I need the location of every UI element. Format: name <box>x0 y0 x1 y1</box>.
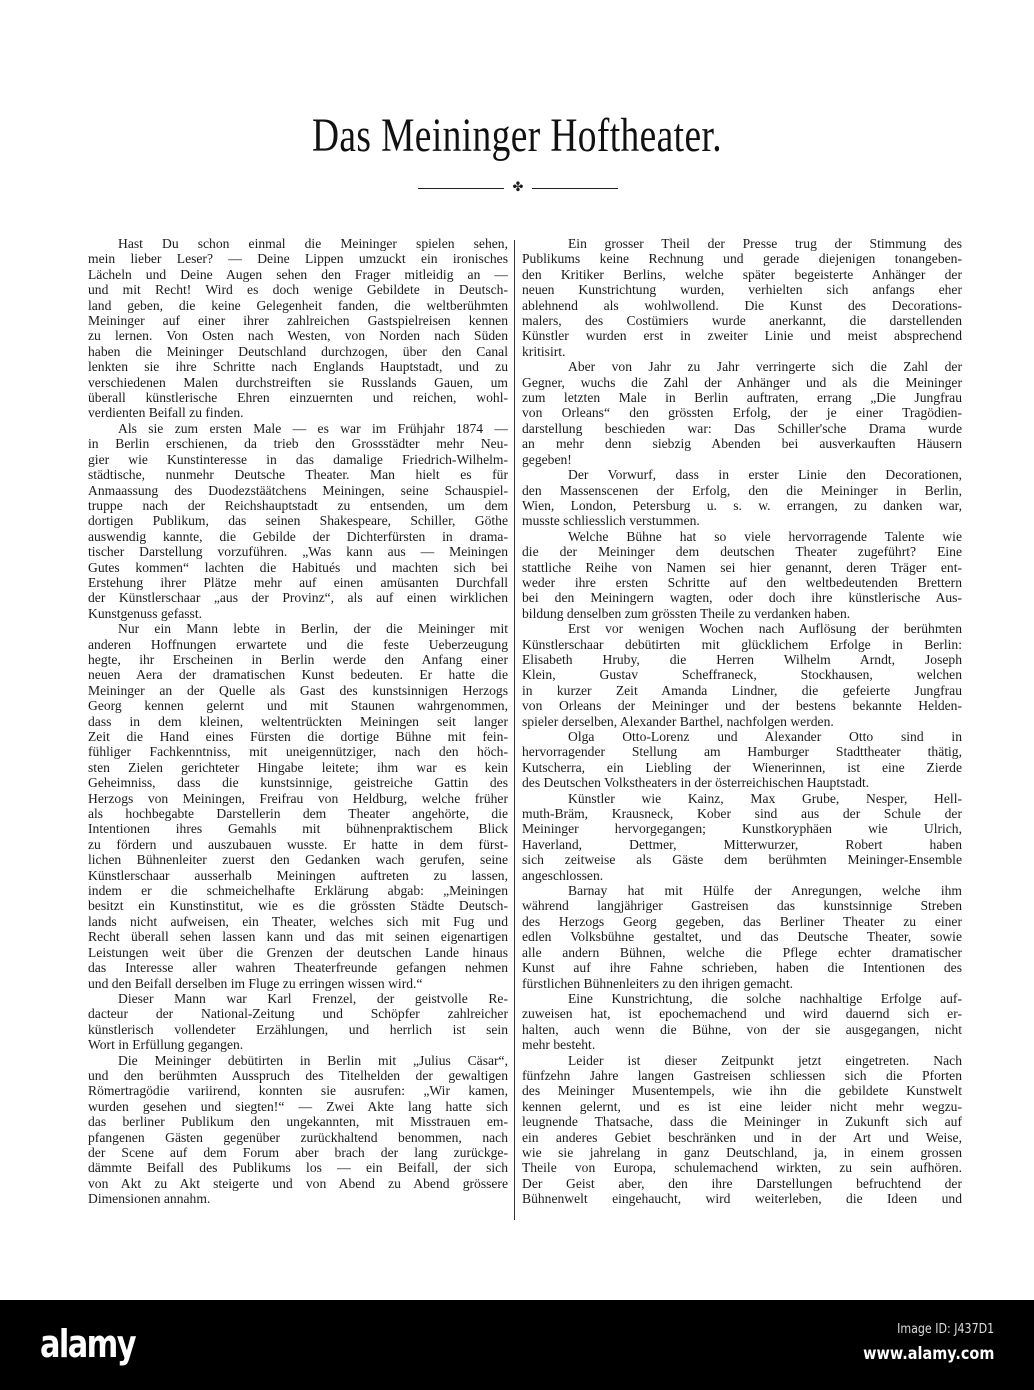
image-id: Image ID: J437D1 <box>896 1322 994 1337</box>
text-line: Kutscherra, ein Liebling der Wienerinnen, ist eine Zierde <box>522 759 962 775</box>
text-line: Welche Bühne hat so viele hervorragende Talente wie <box>568 528 962 544</box>
alamy-logo: alamy <box>40 1322 135 1366</box>
text-line: Meininger hervorgegangen; Kunstkoryphäen wie Ulrich, <box>522 821 962 837</box>
text-line: haben die Meininger Deutschland durchzogen, über den Canal <box>88 343 508 359</box>
text-line: halten, auch wenn die Bühne, von der sie ausgegangen, nicht <box>522 1021 962 1037</box>
text-line: zum letzten Male in Berlin auftraten, errang „Die Jungfrau <box>522 390 962 406</box>
text-line: fünfzehn Jahre langen Gastreisen schliessen sich die Pforten <box>522 1067 962 1083</box>
text-line: Herzogs von Meiningen, Freifrau von Heldburg, welche früher <box>88 790 508 806</box>
text-line: sten Zielen gerichteter Hingabe leitete; ihm war es kein <box>88 759 508 775</box>
text-line: Meininger an der Quelle als Gast des kunstsinnigen Herzogs <box>88 682 508 698</box>
text-line: fühliger Fachkenntniss, mit uneigennütziger, nach den höch- <box>88 744 508 760</box>
text-line: Erst vor wenigen Wochen nach Auflösung der berühmten <box>568 621 962 637</box>
watermark-footer <box>0 1300 1034 1390</box>
text-line: kritisirt. <box>522 343 566 359</box>
text-line: lenkten sie ihre Schritte nach Englands Hauptstadt, und zu <box>88 359 508 375</box>
text-line: Als sie zum ersten Male — es war im Frühjahr 1874 — <box>118 420 508 436</box>
text-line: in Berlin erschienen, da trieb den Grossstädter mehr Neu- <box>88 436 508 452</box>
text-line: angeschlossen. <box>522 867 604 883</box>
text-line: Dimensionen annahm. <box>88 1191 211 1207</box>
text-line: Aber von Jahr zu Jahr verringerte sich die Zahl der <box>568 359 962 375</box>
text-line: Leider ist dieser Zeitpunkt jetzt eingetreten. Nach <box>568 1052 962 1068</box>
paragraph <box>522 236 962 359</box>
text-line: Theile von Europa, schulemachend wirkten, zu sein aufhören. <box>522 1160 962 1176</box>
text-line: und den Beifall derselben im Fluge zu erringen wissen wird.“ <box>88 975 423 991</box>
text-line: dortigen Publikum, das seinen Shakespeare, Schiller, Göthe <box>88 513 508 529</box>
text-line: Gegner, wuchs die Zahl der Anhänger und als die Meininger <box>522 374 962 390</box>
ornament-rule-right <box>532 188 618 189</box>
paragraph <box>88 236 508 421</box>
text-line: Barnay hat mit Hülfe der Anregungen, welche ihm <box>568 883 962 899</box>
text-line: land geben, die keine Gelegenheit fanden, die weltberühmten <box>88 297 508 313</box>
text-line: lands nicht aufweisen, ein Theater, welches sich mit Fug und <box>88 913 508 929</box>
text-line: die der Meininger dem deutschen Theater zugeführt? Eine <box>522 544 962 560</box>
text-line: hervorragender Stellung am Hamburger Stadttheater thätig, <box>522 744 962 760</box>
text-line: Wort in Erfüllung gegangen. <box>88 1037 244 1053</box>
article-title: Das Meininger Hoftheater. <box>311 109 723 162</box>
text-line: Ein grosser Theil der Presse trug der Stimmung des <box>568 236 962 251</box>
text-line: an mehr denn siebzig Abenden bei ausverkauften Häusern <box>522 436 962 452</box>
text-line: in kurzer Zeit Amanda Lindner, die gefeierte Jungfrau <box>522 682 962 698</box>
text-line: stattliche Reihe von Namen sei hier genannt, deren Träger ent- <box>522 559 962 575</box>
text-line: dass in dem kleinen, weltentrückten Meiningen seit langer <box>88 713 508 729</box>
text-line: und den berühmten Ausspruch des Titelhelden der gewaltigen <box>88 1067 508 1083</box>
ornament-icon: ✤ <box>512 179 524 194</box>
text-line: spieler derselben, Alexander Barthel, nachfolgen werden. <box>522 713 834 729</box>
text-line: Gutes kommen“ lachten die Habitués und machten sich bei <box>88 559 508 575</box>
text-line: Künstler wurden erst in zweiter Linie und meist absprechend <box>522 328 962 344</box>
text-line: Publikums keine Rechnung und gerade diejenigen tonangeben- <box>522 251 962 267</box>
text-line: Lächeln und Deine Augen sehen den Frager mitleidig an — <box>88 266 508 282</box>
text-line: truppe nach der Reichshauptstadt zu entsenden, um dem <box>88 497 508 513</box>
text-line: alle andern Bühnen, welche die Pflege echter dramatischer <box>522 944 962 960</box>
paragraph <box>522 791 962 883</box>
text-line: als hochbegabte Darstellerin dem Theater angehörte, die <box>88 806 508 822</box>
text-line: gegeben! <box>522 451 572 467</box>
left-column <box>88 236 508 1207</box>
text-line: Künstler wie Kainz, Max Grube, Nesper, Hell- <box>568 790 962 806</box>
text-line: Dieser Mann war Karl Frenzel, der geistvolle Re- <box>118 990 508 1006</box>
text-line: das berliner Publikum den ungekannten, mit Misstrauen em- <box>88 1114 508 1130</box>
text-line: Eine Kunstrichtung, die solche nachhaltige Erfolge auf- <box>568 990 962 1006</box>
paragraph <box>522 529 962 621</box>
text-line: Elisabeth Hruby, die Herren Wilhelm Arndt, Joseph <box>522 651 962 667</box>
paragraph <box>522 883 962 991</box>
text-line: bei den Meiningern wagten, oder doch ihre künstlerische Aus- <box>522 590 962 606</box>
text-line: Geheimniss, dass die kunstsinnige, geistreiche Gattin des <box>88 775 508 791</box>
text-line: Hast Du schon einmal die Meininger spielen sehen, <box>118 236 508 251</box>
text-line: musste schliesslich verstummen. <box>522 513 700 529</box>
paragraph <box>522 359 962 467</box>
text-line: zuweisen hat, ist epochemachend und wird dauernd sich er- <box>522 1006 962 1022</box>
paragraph <box>88 421 508 621</box>
text-line: Nur ein Mann lebte in Berlin, der die Meininger mit <box>118 621 508 637</box>
text-line: zu lernen. Von Osten nach Westen, von Norden nach Süden <box>88 328 508 344</box>
text-line: tischer Darstellung vorzuführen. „Was kann aus — Meiningen <box>88 544 508 560</box>
text-line: darstellung beschieden war: Das Schiller'sche Drama wurde <box>522 420 962 436</box>
text-line: sich zeitweise als Gäste dem berühmten Meininger-Ensemble <box>522 852 962 868</box>
ornament-rule-left <box>418 188 504 189</box>
text-line: gier wie Kunstinteresse in das damalige Friedrich-Wilhelm- <box>88 451 508 467</box>
text-line: bildung denselben zum grössten Theile zu verdanken haben. <box>522 605 851 621</box>
text-line: ein anderes Gebiet beschränken und in der Art und Weise, <box>522 1129 962 1145</box>
text-line: hegte, ihr Erscheinen in Berlin werde den Anfang einer <box>88 651 508 667</box>
text-line: den Massenscenen der Erfolg, den die Meininger in Berlin, <box>522 482 962 498</box>
text-line: neuen Aera der dramatischen Kunst bedeuten. Er hatte die <box>88 667 508 683</box>
text-line: wurden gesehen und siegten!“ — Zwei Akte lang hatte sich <box>88 1098 508 1114</box>
text-line: des Deutschen Volkstheaters in der österreichischen Hauptstadt. <box>522 775 870 791</box>
paragraph <box>88 1053 508 1207</box>
text-line: fürstlichen Bühnenleiters zu den ihrigen gemacht. <box>522 975 794 991</box>
text-line: Der Vorwurf, dass in erster Linie den Decorationen, <box>568 467 962 483</box>
text-line: malers, des Costümiers wurde anerkannt, die darstellenden <box>522 313 962 329</box>
text-line: von Orleans der Meininger und der bestens bekannte Helden- <box>522 698 962 714</box>
text-line: künstlerisch vollendeter Erzählungen, und herrlich ist sein <box>88 1021 508 1037</box>
text-line: mehr besteht. <box>522 1037 596 1053</box>
text-line: von Orleans“ den grössten Erfolg, der je einer Tragödien- <box>522 405 962 421</box>
title-ornament <box>418 180 618 196</box>
watermark-url: www.alamy.com <box>862 1344 994 1364</box>
paragraph <box>522 729 962 791</box>
text-line: Kunst auf ihre Fahne schrieben, haben die Intentionen des <box>522 960 962 976</box>
text-line: Zeit die Hand eines Fürsten die dortige Bühne mit fein- <box>88 729 508 744</box>
text-line: Klein, Gustav Scheffraneck, Stockhausen, welchen <box>522 667 962 683</box>
text-line: des Herzogs Georg gegeben, das Berliner Theater zu einer <box>522 913 962 929</box>
text-line: Künstlerschaar debütirten mit glücklichem Erfolge in Berlin: <box>522 636 962 652</box>
paragraph <box>88 621 508 991</box>
text-line: Kunstgenuss gefasst. <box>88 605 203 621</box>
text-line: Georg kennen gelernt und mit Staunen wahrgenommen, <box>88 698 508 714</box>
paragraph <box>522 991 962 1053</box>
paragraph <box>88 991 508 1053</box>
text-line: Recht überall sehen lassen kann und das mit seinen eigenartigen <box>88 929 508 945</box>
text-line: städtische, nunmehr Deutsche Theater. Man hielt es für <box>88 467 508 483</box>
text-line: dämmte Beifall des Publikums los — ein Beifall, der sich <box>88 1160 508 1176</box>
text-line: Meininger auf einer ihrer zahlreichen Gastspielreisen kennen <box>88 313 508 329</box>
text-line: Olga Otto-Lorenz und Alexander Otto sind in <box>568 729 962 744</box>
text-line: Bühnenwelt eingehaucht, wird weiterleben, die Ideen und <box>522 1191 962 1207</box>
column-divider <box>514 240 515 1220</box>
text-line: Der Geist aber, den ihre Darstellungen befruchtend der <box>522 1175 962 1191</box>
text-line: Künstlerschaar ausserhalb Meiningen auftreten zu lassen, <box>88 867 508 883</box>
text-line: des Meininger Musentempels, wie ihn die gebildete Kunstwelt <box>522 1083 962 1099</box>
paragraph <box>522 621 962 729</box>
text-line: Römertragödie variirend, konnten sie ausrufen: „Wir kamen, <box>88 1083 508 1099</box>
text-line: anderen Hoffnungen erwartete und die feste Ueberzeugung <box>88 636 508 652</box>
text-line: dacteur der National-Zeitung und Schöpfer zahlreicher <box>88 1006 508 1022</box>
paragraph <box>522 1053 962 1207</box>
paragraph <box>522 467 962 529</box>
text-line: Anmaassung des Duodezstäätchens Meiningen, seine Schauspiel- <box>88 482 508 498</box>
text-line: von Akt zu Akt steigerte und von Abend zu Abend grössere <box>88 1175 508 1191</box>
text-line: kennen gelernt, und es ist eine leider nicht mehr wegzu- <box>522 1098 962 1114</box>
text-line: während langjähriger Gastreisen das kunstsinnige Streben <box>522 898 962 914</box>
text-line: indem er die schmeichelhafte Erklärung abgab: „Meiningen <box>88 883 508 899</box>
text-line: verschiedenen Malen durchstreiften sie Russlands Gauen, um <box>88 374 508 390</box>
text-line: Erstehung ihrer Plätze mehr auf einen amüsanten Durchfall <box>88 574 508 590</box>
text-line: der Künstlerschaar „aus der Provinz“, als auf einen wirklichen <box>88 590 508 606</box>
text-line: edlen Volksbühne gestaltet, und das Deutsche Theater, sowie <box>522 929 962 945</box>
text-line: den Kritiker Berlins, welche später begeisterte Anhänger der <box>522 266 962 282</box>
text-line: Wien, London, Petersburg u. s. w. errangen, zu danken war, <box>522 497 962 513</box>
text-line: wie sie jahrelang in ganz Deutschland, ja, in einem grossen <box>522 1144 962 1160</box>
text-line: weder ihre ersten Schritte auf den weltbedeutenden Brettern <box>522 574 962 590</box>
text-line: das Interesse aller wahren Theaterfreunde gefangen nehmen <box>88 960 508 976</box>
text-line: Leistungen weit über die Grenzen der deutschen Lande hinaus <box>88 944 508 960</box>
text-line: Die Meininger debütirten in Berlin mit „Julius Cäsar“, <box>118 1052 508 1068</box>
text-line: mein lieber Leser? — Deine Lippen umzuckt ein ironisches <box>88 251 508 267</box>
right-column <box>522 236 962 1207</box>
text-line: leugnende Thatsache, dass die Meininger in Zukunft sich auf <box>522 1114 962 1130</box>
text-line: besitzt ein Kunstinstitut, wie es die grössten Städte Deutsch- <box>88 898 508 914</box>
text-line: lichen Bühnenleiter zuerst den Gedanken wach gerufen, seine <box>88 852 508 868</box>
text-line: pfangenen Gästen gegenüber zurückhaltend benommen, nach <box>88 1129 508 1145</box>
text-line: Intentionen ihres Gemahls mit bühnenpraktischem Blick <box>88 821 508 837</box>
text-line: zu fördern und auszubauen wusste. Er hatte in dem fürst- <box>88 836 508 852</box>
text-line: ablehnend als wohlwollend. Die Kunst des Decorations- <box>522 297 962 313</box>
text-line: verdienten Beifall zu finden. <box>88 405 244 421</box>
text-line: überall künstlerische Ehren einzuernten und reichen, wohl- <box>88 390 508 406</box>
text-line: und mit Recht! Wird es doch wenige Gebildete in Deutsch- <box>88 282 508 298</box>
text-line: neuen Kunstrichtung wurden, verhielten sich anfangs eher <box>522 282 962 298</box>
text-line: Haverland, Dettmer, Mitterwurzer, Robert haben <box>522 836 962 852</box>
text-line: der Scene auf dem Forum aber brach der lang zurückge- <box>88 1144 508 1160</box>
text-line: auswendig kannte, die Gebilde der Dichterfürsten in drama- <box>88 528 508 544</box>
text-line: muth-Bräm, Krausneck, Kober sind aus der Schule der <box>522 806 962 822</box>
